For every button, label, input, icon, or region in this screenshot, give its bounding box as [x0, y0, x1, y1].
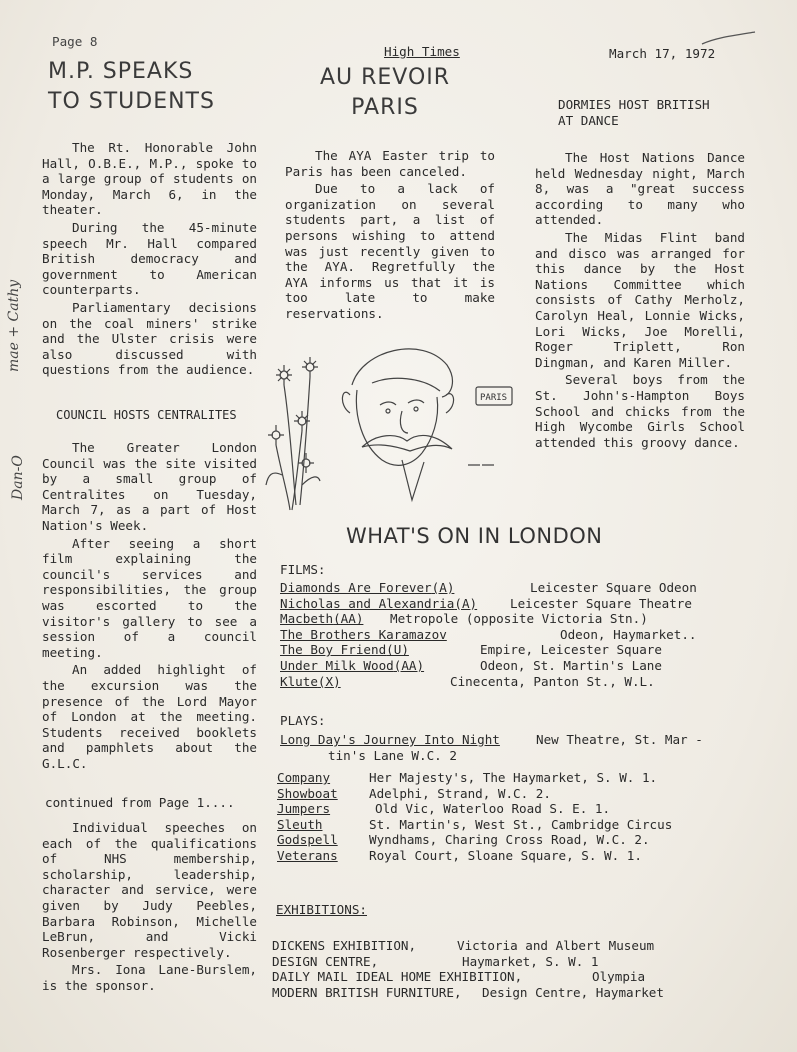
exhibition-row — [272, 954, 742, 970]
dance-paragraph: The Host Nations Dance held Wednesday night, March 8, was a "great success according to many who attended. — [535, 150, 745, 228]
paris-article-body — [285, 148, 495, 324]
paris-headline-line2: PARIS — [351, 95, 419, 120]
film-row — [280, 611, 750, 627]
play-title: Showboat — [277, 785, 338, 801]
continued-paragraph: Mrs. Iona Lane-Burslem, is the sponsor. — [42, 962, 257, 993]
exhibition-row — [272, 985, 742, 1001]
continued-lead: continued from Page 1.... — [45, 795, 235, 810]
dance-headline-line2: AT DANCE — [558, 112, 619, 128]
paris-paragraph: Due to a lack of organization on several students part, a list of persons wishing to attend was just recently given to the AYA. Regretfully the AYA informs us that it is too late to make reservations. — [285, 181, 495, 321]
exhibition-venue: Haymarket, S. W. 1 — [462, 953, 599, 969]
exhibition-venue: Design Centre, Haymarket — [482, 984, 664, 1000]
film-row — [280, 642, 750, 658]
plays-list — [277, 770, 747, 864]
film-row — [280, 658, 750, 674]
dance-article-body — [535, 150, 745, 452]
play-title: Company — [277, 770, 331, 785]
film-row — [280, 596, 750, 612]
council-paragraph: An added highlight of the excursion was the presence of the Lord Mayor of London at the meeting. Students received booklets and pamphlets about the G.L.C. — [42, 662, 257, 771]
play-row — [277, 817, 747, 833]
continued-article-body — [42, 820, 257, 996]
film-venue: Leicester Square Odeon — [530, 580, 697, 595]
page-number: Page 8 — [52, 34, 98, 49]
film-venue: Metropole (opposite Victoria Stn.) — [390, 611, 648, 627]
play-venue: Old Vic, Waterloo Road S. E. 1. — [375, 801, 611, 817]
play-title: Long Day's Journey Into Night — [280, 732, 500, 747]
film-row — [280, 580, 750, 596]
film-venue: Odeon, Haymarket.. — [560, 626, 697, 642]
film-venue: Empire, Leicester Square — [480, 642, 662, 658]
plays-label: PLAYS: — [280, 713, 326, 728]
council-headline: COUNCIL HOSTS CENTRALITES — [56, 408, 237, 422]
films-list — [280, 580, 750, 689]
play-venue: Her Majesty's, The Haymarket, S. W. 1. — [369, 770, 658, 785]
play-venue: St. Martin's, West St., Cambridge Circus — [369, 816, 673, 832]
play-title: Godspell — [277, 832, 338, 848]
play-row — [277, 832, 747, 848]
mp-headline-line2: TO STUDENTS — [48, 89, 215, 114]
play-venue: New Theatre, St. Mar - — [536, 732, 703, 747]
play-venue: Royal Court, Sloane Square, S. W. 1. — [369, 847, 642, 863]
paris-headline-line1: AU REVOIR — [319, 65, 451, 90]
pen-scribble-icon — [700, 28, 760, 48]
play-row — [277, 786, 747, 802]
whats-on-headline: WHAT'S ON IN LONDON — [346, 524, 603, 548]
film-row — [280, 674, 750, 690]
mp-headline — [48, 60, 248, 114]
play-title: Veterans — [277, 847, 338, 863]
margin-note-top: mae + Cathy — [6, 279, 22, 372]
exhibitions-label: EXHIBITIONS: — [276, 902, 367, 917]
exhibition-venue: Olympia — [592, 969, 646, 985]
exhibition-row — [272, 938, 742, 954]
film-venue: Odeon, St. Martin's Lane — [480, 657, 662, 673]
flowers-and-face-icon — [262, 325, 532, 525]
mp-headline-line1: M.P. SPEAKS — [48, 59, 194, 84]
continued-paragraph: Individual speeches on each of the qualifications of NHS membership, scholarship, leadership, character and service, were given by Judy Peebles, Barbara Robinson, Michelle LeBrun, and Vicki Rosenberger respectively. — [42, 820, 257, 960]
play-title: Sleuth — [277, 816, 323, 832]
mp-paragraph: Parliamentary decisions on the coal miners' strike and the Ulster crisis were also discussed with questions from the audience. — [42, 299, 257, 378]
play-title: Jumpers — [277, 801, 331, 817]
cartoon-sign-text: PARIS — [480, 393, 508, 403]
dance-headline-line1: DORMIES HOST BRITISH — [558, 97, 710, 112]
exhibition-name: DESIGN CENTRE, — [272, 953, 379, 969]
council-paragraph: The Greater London Council was the site visited by a small group of Centralites on Tuesday, March 7, as a part of Host Nation's Week. — [42, 440, 257, 533]
exhibition-venue: Victoria and Albert Museum — [457, 938, 655, 953]
margin-note-bottom: Dan-O — [10, 455, 26, 500]
film-title: Nicholas and Alexandria(A) — [280, 595, 478, 611]
film-title: Macbeth(AA) — [280, 611, 364, 627]
play-row — [277, 770, 747, 786]
film-title: The Boy Friend(U) — [280, 642, 409, 658]
film-title: The Brothers Karamazov — [280, 626, 447, 642]
council-article-body — [42, 440, 257, 773]
play-venue: Adelphi, Strand, W.C. 2. — [369, 785, 551, 801]
film-title: Under Milk Wood(AA) — [280, 657, 425, 673]
films-label: FILMS: — [280, 562, 326, 577]
dance-paragraph: Several boys from the St. John's-Hampton Boys School and chicks from the High Wycombe Girls School attended this groovy dance. — [535, 372, 745, 450]
film-title: Diamonds Are Forever(A) — [280, 580, 455, 595]
dance-headline — [558, 97, 710, 128]
exhibitions-list — [272, 938, 742, 1000]
film-venue: Cinecenta, Panton St., W.L. — [450, 673, 655, 689]
mp-paragraph: The Rt. Honorable John Hall, O.B.E., M.P., spoke to a large group of students on Monday, March 6, in the theater. — [42, 140, 257, 218]
exhibition-name: MODERN BRITISH FURNITURE, — [272, 984, 462, 1000]
dance-paragraph: The Midas Flint band and disco was arranged for this dance by the Host Nations Committee which consists of Cathy Merholz, Carolyn Heal, Lonnie Wicks, Lori Wicks, Joe Morelli, Roger Triplett, Ron Dingman, and Karen Miller. — [535, 229, 745, 370]
issue-date: March 17, 1972 — [609, 46, 716, 61]
council-paragraph: After seeing a short film explaining the council's services and responsibilities, the group was escorted to the visitor's gallery to see a session of a council meeting. — [42, 535, 257, 660]
film-venue: Leicester Square Theatre — [510, 595, 692, 611]
film-title: Klute(X) — [280, 673, 341, 689]
play-row — [277, 801, 747, 817]
play-venue: Wyndhams, Charing Cross Road, W.C. 2. — [369, 832, 650, 848]
mp-paragraph: During the 45-minute speech Mr. Hall compared British democracy and government to American counterparts. — [42, 219, 257, 298]
exhibition-name: DICKENS EXHIBITION, — [272, 938, 417, 953]
play-row — [277, 848, 747, 864]
cartoon-illustration — [262, 325, 532, 525]
paris-paragraph: The AYA Easter trip to Paris has been canceled. — [285, 148, 495, 179]
exhibition-name: DAILY MAIL IDEAL HOME EXHIBITION, — [272, 969, 523, 985]
mp-article-body — [42, 140, 257, 380]
plays-first — [280, 732, 750, 763]
play-venue-cont: tin's Lane W.C. 2 — [328, 747, 457, 763]
masthead: High Times — [384, 44, 460, 59]
exhibition-row — [272, 969, 742, 985]
paris-headline — [290, 66, 480, 120]
film-row — [280, 627, 750, 643]
